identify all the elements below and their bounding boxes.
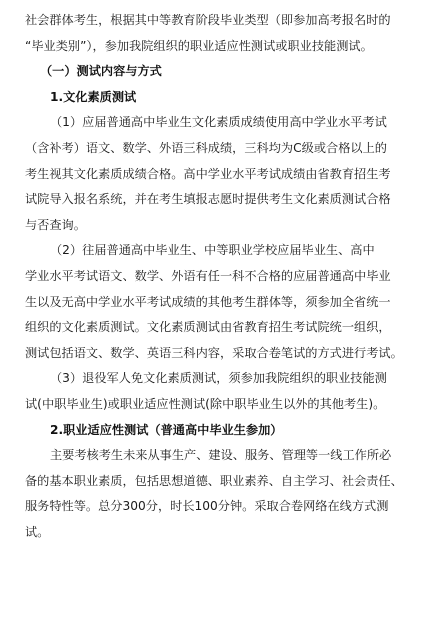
paragraph-line: 学业水平考试语文、数学、外语有任一科不合格的应届普通高中毕业 bbox=[25, 268, 391, 283]
paragraph-line: 主要考核考生未来从事生产、建设、服务、管理等一线工作所必 bbox=[50, 448, 392, 463]
paragraph-line: 组织的文化素质测试。文化素质测试由省教育招生考试院统一组织， bbox=[25, 320, 391, 335]
paragraph-line: 试。 bbox=[25, 524, 50, 539]
paragraph-line: 考生视其文化素质成绩合格。高中学业水平考试成绩由省教育招生考 bbox=[25, 166, 391, 181]
paragraph-line: “毕业类别”），参加我院组织的职业适应性测试或职业技能测试。 bbox=[25, 38, 373, 53]
paragraph-line: 试(中职毕业生)或职业适应性测试(除中职毕业生以外的其他考生)。 bbox=[25, 396, 386, 411]
paragraph-line: 备的基本职业素质，包括思想道德、职业素养、自主学习、社会责任、 bbox=[25, 473, 403, 488]
section-heading: （一）测试内容与方式 bbox=[40, 64, 162, 79]
paragraph-line: 社会群体考生，根据其中等教育阶段毕业类型（即参加高考报名时的 bbox=[25, 13, 391, 27]
paragraph-line: （2）往届普通高中毕业生、中等职业学校应届毕业生、高中 bbox=[50, 243, 375, 258]
paragraph-line: 测试包括语文、数学、英语三科内容，采取合卷笔试的方式进行考试。 bbox=[25, 345, 403, 360]
subsection-heading: 1.文化素质测试 bbox=[50, 89, 137, 104]
paragraph-line: 生以及无高中学业水平考试成绩的其他考生群体等，须参加全省统一 bbox=[25, 294, 391, 309]
paragraph-line: （含补考）语文、数学、外语三科成绩，三科均为C级或合格以上的 bbox=[25, 140, 387, 155]
paragraph-line: （1）应届普通高中毕业生文化素质成绩使用高中学业水平考试 bbox=[50, 115, 387, 130]
paragraph-line: 服务特性等。总分300分，时长100分钟。采取合卷网络在线方式测 bbox=[25, 499, 389, 514]
paragraph-line: 与否查询。 bbox=[25, 217, 86, 232]
paragraph-line: 试院导入报名系统，并在考生填报志愿时提供考生文化素质测试合格 bbox=[25, 192, 391, 207]
paragraph-line: （3）退役军人免文化素质测试，须参加我院组织的职业技能测 bbox=[50, 371, 387, 386]
subsection-heading: 2.职业适应性测试（普通高中毕业生参加） bbox=[50, 422, 283, 437]
